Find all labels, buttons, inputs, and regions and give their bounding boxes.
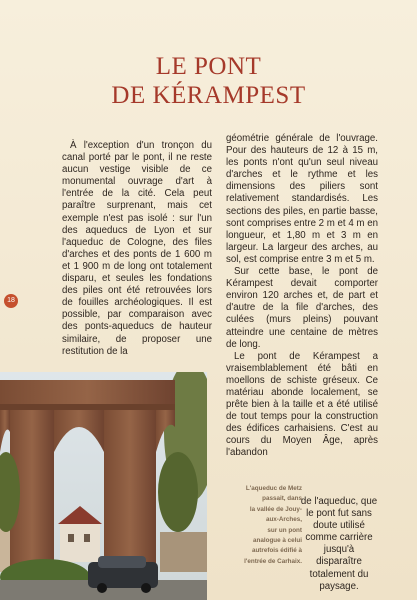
aqueduct-photo bbox=[0, 372, 207, 600]
caption-line-4: aux-Arches, bbox=[265, 516, 302, 524]
title-line-1: LE PONT bbox=[155, 53, 262, 80]
aqueduct-illustration bbox=[0, 372, 207, 600]
caption-line-3: la vallée de Jouy- bbox=[249, 505, 302, 513]
page-title bbox=[0, 52, 417, 110]
caption-line-2: passait, dans bbox=[262, 495, 302, 503]
right-paragraph-3-end-text: de l'aqueduc, que le pont fut sans doute utilisé comme carrière jusqu'à disparaître totalement du paysage. bbox=[300, 496, 378, 592]
caption-line-8: l'entrée de Carhaix. bbox=[244, 557, 302, 565]
right-column bbox=[226, 133, 378, 460]
right-paragraph-2: Sur cette base, le pont de Kérampest devait comporter environ 120 arches et, de part et d'autre de la file d'arches, des culées (murs pleins) pouvant atteindre une centaine de mètres de long. bbox=[226, 266, 378, 350]
caption-line-5: sur un pont bbox=[267, 526, 302, 534]
title-line-2: DE KÉRAMPEST bbox=[111, 82, 306, 109]
right-paragraph-3-end bbox=[300, 496, 378, 593]
caption-line-7: autrefois édifié à bbox=[251, 547, 302, 555]
caption-line-1: L'aqueduc de Metz bbox=[245, 485, 302, 492]
right-paragraph-3: Le pont de Kérampest a vraisemblablement été bâti en moellons de schiste gréseux. Ce matériau abonde localement, se prête bien à la taille et a été utilisé de tout temps pour la construction des édifices carhaisiens. C'est au cours du Moyen Âge, après l'abandon bbox=[226, 350, 378, 459]
left-column-text: À l'exception d'un tronçon du canal porté par le pont, il ne reste aucun vestige visible de ce monumental ouvrage d'art à l'entrée de la cité. Cela peut paraître surprenant, mais cet exemple n'est pas isolé : sur l'un des aqueducs de Lyon et sur l'aqueduc de Cologne, des files d'arches et des ponts de 1 600 m et 1 900 m de long ont totalement disparu, et seules les fondations des piles ont été retrouvées lors de fouilles archéologiques. Il est possible, par comparaison avec des ponts-aqueducs de hauteur similaire, de proposer une restitution de la bbox=[62, 140, 212, 357]
caption-line-6: analogue à celui bbox=[253, 537, 302, 545]
left-column bbox=[62, 140, 212, 358]
photo-caption bbox=[214, 484, 302, 567]
page-number-badge: 18 bbox=[4, 294, 18, 308]
right-paragraph-1: géométrie générale de l'ouvrage. Pour des hauteurs de 12 à 15 m, les ponts n'ont qu'un seul niveau d'arches et le rythme et les dimensions des piliers sont relativement standardisés. Les sections des piles, en partie basse, sont comprises entre 2 m et 4 m en longueur, et 1,80 m et 3 m en largeur. La largeur des arches, au sol, est comprise entre 3 m et 5 m. bbox=[226, 133, 378, 265]
